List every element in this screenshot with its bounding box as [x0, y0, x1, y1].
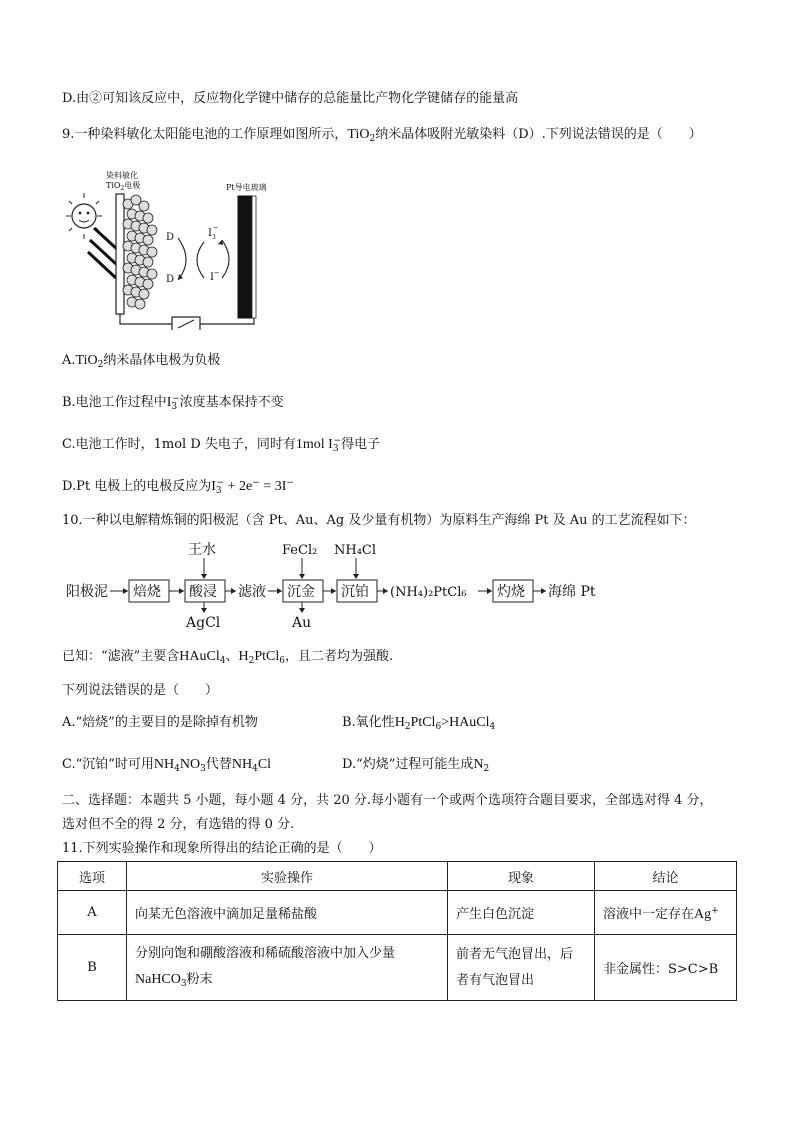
- flow-product-agcl: AgCl: [186, 615, 221, 630]
- solar-cell-diagram: [66, 168, 286, 330]
- flow-start: 阳极泥: [66, 584, 108, 600]
- row-a-option: A: [58, 891, 127, 935]
- q10-option-b: B.氧化性$H_2PtCl_6>HAuCl_4$: [342, 715, 496, 732]
- q10-question: 下列说法错误的是（ ）: [62, 683, 219, 698]
- row-b-option: B: [58, 935, 127, 1001]
- dye-d-bottom: D: [166, 274, 175, 285]
- row-a-conclusion: 溶液中一定存在Ag+: [595, 891, 737, 935]
- header-option: 选项: [58, 862, 127, 891]
- wire-left: [120, 314, 172, 324]
- iodide-label: I−: [210, 269, 220, 283]
- flow-reagent-fecl2: FeCl₂: [282, 543, 318, 558]
- q10-option-a: A.“焙烧”的主要目的是除掉有机物: [62, 715, 258, 730]
- flow-arrowhead: [179, 588, 184, 594]
- process-flow-diagram: [66, 540, 626, 630]
- flow-arrowhead: [331, 588, 336, 594]
- q9-option-c: C.电池工作时，1mol D 失电子，同时有1mol $I_3^-$得电子: [62, 436, 381, 454]
- q8-option-d: D.由②可知该反应中，反应物化学键中储存的总能量比产物化学键储存的能量高: [62, 91, 519, 106]
- flow-arrowhead: [201, 574, 207, 579]
- header-phenomenon: 现象: [448, 862, 595, 891]
- flow-arrowhead: [383, 588, 388, 594]
- flow-arrowhead: [353, 574, 359, 579]
- row-a-phenomenon: 产生白色沉淀: [448, 891, 595, 935]
- q11-stem: 11.下列实验操作和现象所得出的结论正确的是（ ）: [62, 841, 382, 856]
- table-row: [58, 935, 737, 1001]
- flow-step-gold-precip-label: 沉金: [287, 584, 315, 600]
- q10-stem: 10.一种以电解精炼铜的阳极泥（含 Pt、Au、Ag 及少量有机物）为原料生产海绵 Pt 及 Au 的工艺流程如下：: [62, 513, 696, 528]
- row-a-operation: 向某无色溶液中滴加足量稀盐酸: [127, 891, 448, 935]
- flow-arrowhead: [201, 608, 207, 613]
- flow-arrowhead: [541, 588, 546, 594]
- flow-ammonium-chloroplatinate: (NH₄)₂PtCl₆: [390, 585, 467, 600]
- section2-instructions-line1: 二、选择题：本题共 5 小题，每小题 4 分，共 20 分.每小题有一个或两个选项符合题目要求，全部选对得 4 分，: [62, 793, 713, 808]
- q11-table: [57, 861, 737, 1001]
- q9-option-a: A.TiO$_2$纳米晶体电极为负极: [62, 353, 221, 370]
- q9-option-b: B.电池工作过程中$I_3^-$浓度基本保持不变: [62, 394, 284, 412]
- light-rays: [88, 228, 118, 278]
- q10-option-d: D.“灼烧”过程可能生成$N_2$: [342, 757, 490, 774]
- row-b-phenomenon: 前者无气泡冒出，后 者有气泡冒出: [448, 935, 595, 1001]
- left-glass-plate: [116, 194, 124, 314]
- table-row: [58, 891, 737, 935]
- dye-d-top: D: [166, 232, 175, 243]
- q10-known: 已知：“滤液”主要含HAuCl$_4$、$H_2PtCl_6$，且二者均为强酸.: [62, 649, 394, 666]
- flow-arrowhead: [299, 574, 305, 579]
- flow-end-sponge-pt: 海绵 Pt: [548, 584, 596, 600]
- flow-reagent-nh4cl: NH₄Cl: [334, 543, 377, 558]
- flow-step-calcine-label: 灼烧: [497, 584, 525, 600]
- pt-electrode: [238, 196, 252, 318]
- q10-option-c: C.“沉铂”时可用$NH_4NO_3$代替$NH_4Cl$: [62, 757, 272, 774]
- flow-step-roast-label: 焙烧: [133, 584, 161, 600]
- iodide-cycle-arc-left: [197, 242, 204, 278]
- flow-step-pt-precip-label: 沉铂: [341, 584, 369, 600]
- row-b-conclusion: 非金属性：S>C>B: [595, 935, 737, 1001]
- flow-product-au: Au: [292, 615, 312, 630]
- tio2-particles: [123, 195, 157, 309]
- triiodide-label: $I_3-$: [208, 224, 219, 241]
- header-conclusion: 结论: [595, 862, 737, 891]
- flow-arrowhead: [123, 588, 128, 594]
- flow-filtrate: 滤液: [238, 584, 266, 600]
- header-operation: 实验操作: [127, 862, 448, 891]
- flow-step-acid-leach-label: 酸浸: [189, 584, 217, 600]
- left-electrode-label-line1: 染料敏化: [106, 171, 138, 180]
- iodide-cycle-arc-right: [222, 240, 229, 278]
- q9-stem: 9.一种染料敏化太阳能电池的工作原理如图所示，TiO$_2$纳米晶体吸附光敏染料（D）.下列说法错误的是（ ）: [62, 127, 702, 144]
- pt-glass: [252, 196, 256, 318]
- wire-right: [200, 318, 254, 324]
- row-b-operation: 分别向饱和硼酸溶液和稀硫酸溶液中加入少量 NaHCO$_3$粉末: [127, 935, 448, 1001]
- left-electrode-label-line2: TiO$_2$电极: [106, 181, 141, 192]
- table-header-row: [58, 862, 737, 891]
- section2-instructions-line2: 选对但不全的得 2 分，有选错的得 0 分.: [62, 817, 295, 832]
- flow-reagent-aqua-regia: 王水: [188, 542, 216, 558]
- flow-arrowhead: [277, 588, 282, 594]
- dye-cycle-arrowhead: [178, 274, 183, 280]
- flow-arrowhead: [299, 608, 305, 613]
- flow-arrowhead: [487, 588, 492, 594]
- dye-cycle-arc: [178, 238, 186, 280]
- flow-arrowhead: [231, 588, 236, 594]
- q9-option-d: D.Pt 电极上的电极反应为$I_3^- + 2e^- = 3I^-$: [62, 478, 294, 496]
- right-electrode-label: Pt导电玻璃: [226, 183, 267, 192]
